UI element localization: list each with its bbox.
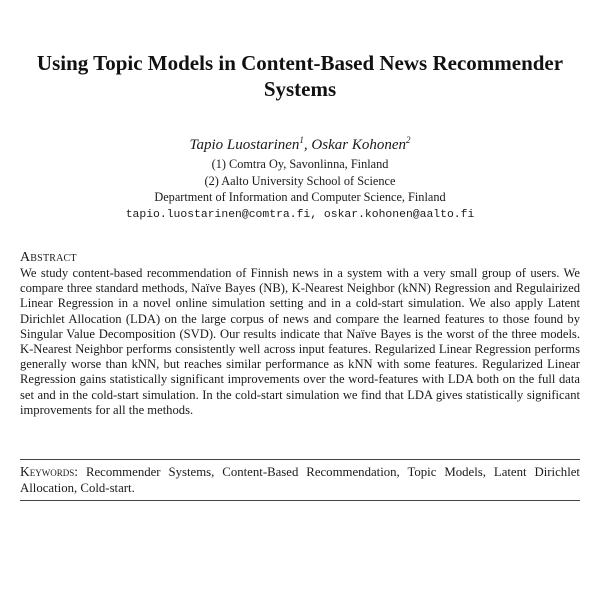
abstract-text: We study content-based recommendation of Finnish news in a system with a very small group of users. We compare three standard methods, Naïve Bayes (NB), K-Nearest Neighbor (kNN) Regression and Regulairized Linear Regression in a novel online simulation setting and in a cold-start simulation. We also apply Latent Dirichlet Allocation (LDA) on the large corpus of news and compare the learned features to those found by Singular Value Decomposition (SVD). Our results indicate that Naïve Bayes is the worst of the three models. K-Nearest Neighbor performs consistently well across input features. Regularized Linear Regression performs generally worse than kNN, but reaches similar performance as kNN with some features. Regularized Linear Regression gains statistically significant improvements over the word-features with LDA both on the full data set and in the cold-start simulation. In the cold-start simulation we find that LDA gives statistically significant improvements for all the methods.: [20, 266, 580, 417]
paper-title: Using Topic Models in Content-Based News Recommender Systems: [36, 51, 564, 101]
keywords-block: [20, 464, 580, 496]
author-name: Tapio Luostarinen: [189, 137, 300, 153]
affiliation-1: (1) Comtra Oy, Savonlinna, Finland: [211, 157, 389, 171]
author-line: [0, 131, 600, 154]
author-affiliation-mark: 1: [299, 135, 304, 145]
keywords-top-rule: [20, 459, 580, 460]
author-name: Oskar Kohonen: [311, 137, 406, 153]
abstract-heading: Abstract: [20, 250, 77, 265]
keywords-text: Recommender Systems, Content-Based Recommendation, Topic Models, Latent Dirichlet Allocation, Cold-start.: [20, 465, 580, 495]
keywords-bottom-rule: [20, 500, 580, 501]
affiliation-2-department: Department of Information and Computer Science, Finland: [154, 190, 446, 204]
affiliation-2: (2) Aalto University School of Science: [204, 174, 396, 188]
author-affiliation-mark: 2: [405, 135, 411, 145]
author-separator: ,: [303, 137, 312, 153]
keywords-label: Keywords:: [20, 464, 78, 479]
author-emails: tapio.luostarinen@comtra.fi, oskar.kohonen@aalto.fi: [125, 209, 475, 221]
